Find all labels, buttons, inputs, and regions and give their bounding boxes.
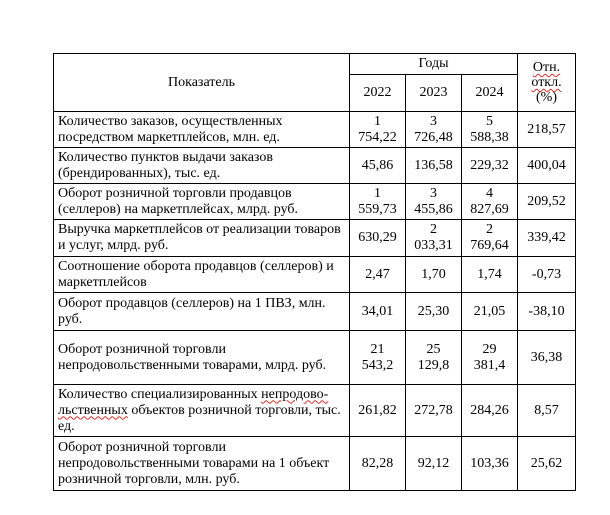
row-indicator: Оборот розничной торговли продавцов (селлеров) на маркетплейсах, млрд. руб. bbox=[54, 184, 350, 220]
year-header-2023: 2023 bbox=[406, 75, 462, 112]
cell-deviation: 36,38 bbox=[518, 331, 576, 385]
cell-2023: 2 033,31 bbox=[406, 220, 462, 257]
table-row bbox=[54, 331, 576, 385]
deviation-header-line2: откл. bbox=[531, 75, 562, 90]
row-indicator: Оборот розничной торговли непродовольственными товарами, млрд. руб. bbox=[54, 331, 350, 385]
cell-2023: 136,58 bbox=[406, 148, 462, 184]
cell-deviation: 400,04 bbox=[518, 148, 576, 184]
row-indicator: Оборот продавцов (селлеров) на 1 ПВЗ, млн. руб. bbox=[54, 293, 350, 331]
cell-2022: 21 543,2 bbox=[350, 331, 406, 385]
cell-deviation: -0,73 bbox=[518, 257, 576, 293]
cell-2023: 1,70 bbox=[406, 257, 462, 293]
deviation-header bbox=[518, 54, 576, 112]
cell-2024: 5 588,38 bbox=[462, 112, 518, 148]
year-header-2022: 2022 bbox=[350, 75, 406, 112]
years-group-header: Годы bbox=[350, 54, 518, 75]
cell-2024: 2 769,64 bbox=[462, 220, 518, 257]
cell-deviation: 218,57 bbox=[518, 112, 576, 148]
table-row bbox=[54, 220, 576, 257]
row-indicator: Выручка маркетплейсов от реализации товаров и услуг, млрд. руб. bbox=[54, 220, 350, 257]
table-row bbox=[54, 437, 576, 491]
row-indicator: Количество заказов, осуществленных посредством маркетплейсов, млн. ед. bbox=[54, 112, 350, 148]
cell-2022: 1 754,22 bbox=[350, 112, 406, 148]
row-indicator-part: Количество специализированных bbox=[58, 386, 262, 402]
cell-2022: 82,28 bbox=[350, 437, 406, 491]
cell-2022: 34,01 bbox=[350, 293, 406, 331]
cell-2023: 3 726,48 bbox=[406, 112, 462, 148]
cell-2024: 29 381,4 bbox=[462, 331, 518, 385]
cell-2023: 25 129,8 bbox=[406, 331, 462, 385]
row-indicator-part-misspelled: непродово-льственных bbox=[58, 386, 329, 418]
cell-2023: 92,12 bbox=[406, 437, 462, 491]
table-row bbox=[54, 184, 576, 220]
deviation-header-line1: Отн. bbox=[532, 60, 561, 75]
cell-2023: 272,78 bbox=[406, 385, 462, 437]
cell-2024: 284,26 bbox=[462, 385, 518, 437]
indicators-table bbox=[53, 53, 576, 491]
year-header-2024: 2024 bbox=[462, 75, 518, 112]
cell-2023: 3 455,86 bbox=[406, 184, 462, 220]
cell-deviation: 209,52 bbox=[518, 184, 576, 220]
table-row bbox=[54, 148, 576, 184]
cell-2022: 630,29 bbox=[350, 220, 406, 257]
cell-2024: 21,05 bbox=[462, 293, 518, 331]
row-indicator bbox=[54, 385, 350, 437]
cell-2024: 4 827,69 bbox=[462, 184, 518, 220]
indicator-header: Показатель bbox=[54, 54, 350, 112]
cell-2022: 261,82 bbox=[350, 385, 406, 437]
row-indicator-part: объектов розничной торговли, тыс. ед. bbox=[58, 402, 341, 434]
row-indicator: Соотношение оборота продавцов (селлеров) и маркетплейсов bbox=[54, 257, 350, 293]
table-row bbox=[54, 385, 576, 437]
cell-deviation: -38,10 bbox=[518, 293, 576, 331]
cell-2022: 1 559,73 bbox=[350, 184, 406, 220]
cell-2022: 45,86 bbox=[350, 148, 406, 184]
table-row bbox=[54, 112, 576, 148]
cell-2024: 103,36 bbox=[462, 437, 518, 491]
table-row bbox=[54, 257, 576, 293]
cell-2022: 2,47 bbox=[350, 257, 406, 293]
cell-2024: 1,74 bbox=[462, 257, 518, 293]
deviation-header-line3: (%) bbox=[536, 90, 557, 105]
row-indicator: Оборот розничной торговли непродовольственными товарами на 1 объект розничной торговли, млн. руб. bbox=[54, 437, 350, 491]
cell-deviation: 339,42 bbox=[518, 220, 576, 257]
row-indicator: Количество пунктов выдачи заказов (брендированных), тыс. ед. bbox=[54, 148, 350, 184]
cell-2023: 25,30 bbox=[406, 293, 462, 331]
header-row-1 bbox=[54, 54, 576, 75]
cell-deviation: 8,57 bbox=[518, 385, 576, 437]
table-row bbox=[54, 293, 576, 331]
cell-deviation: 25,62 bbox=[518, 437, 576, 491]
cell-2024: 229,32 bbox=[462, 148, 518, 184]
